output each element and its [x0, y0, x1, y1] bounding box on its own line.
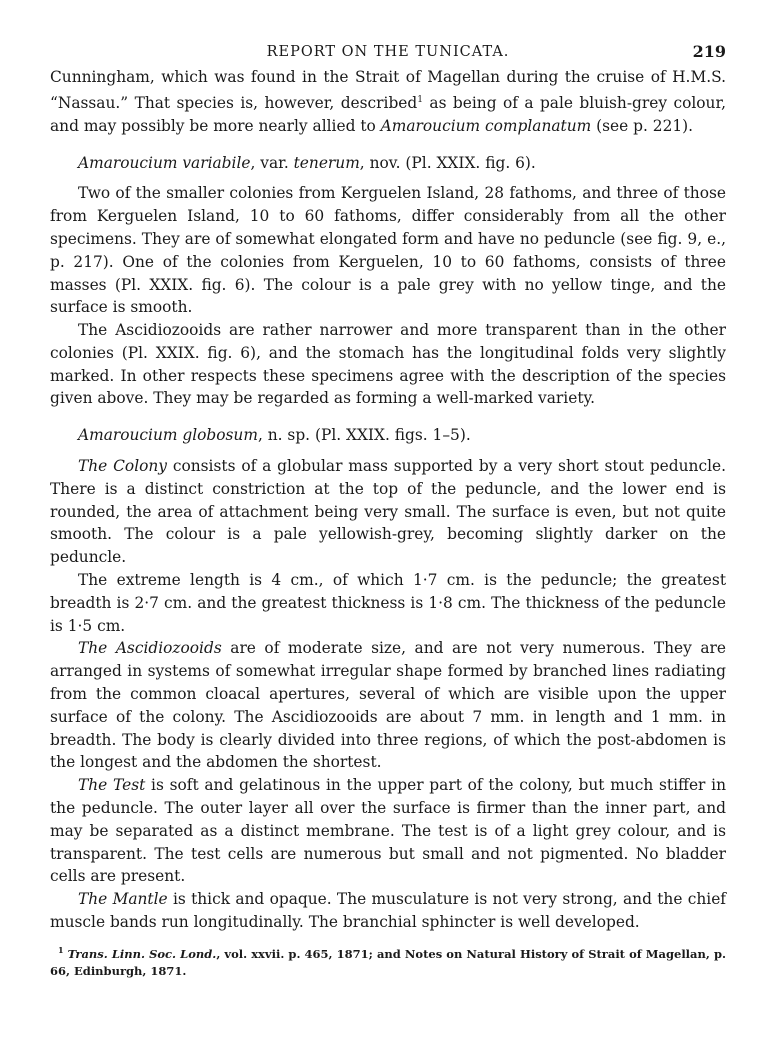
species-name: Amaroucium variabile	[78, 153, 251, 172]
page-header	[50, 40, 726, 66]
page-number: 219	[692, 42, 726, 61]
intro-text-c: (see p. 221).	[591, 116, 694, 135]
paragraph-body: is thick and opaque. The musculature is not very strong, and the chief muscle bands run longitudinally. The branchial sphincter is well developed.	[50, 890, 726, 932]
paragraph-dimensions: The extreme length is 4 cm., of which 1·7 cm. is the peduncle; the greatest breadth is 2·7 cm. and the greatest thickness is 1·8 cm. The thickness of the peduncle is 1·5 cm.	[50, 571, 726, 635]
paragraph-ascidiozooids	[50, 637, 726, 774]
section-heading-globosum	[50, 424, 726, 447]
paragraph-test	[50, 774, 726, 888]
footnote-ref: 1	[417, 94, 424, 105]
paragraph-body: are of moderate size, and are not very numerous. They are arranged in systems of somewhat irregular shape formed by branched lines radiating from the common cloacal apertures, several of which are visible upon the upper surface of the colony. The Ascidiozooids are about 7 mm. in length and 1 mm. in breadth. The body is clearly divided into three regions, of which the post-abdomen is the longest and the abdomen the shortest.	[50, 639, 726, 772]
paragraph-mantle	[50, 888, 726, 934]
paragraph-colony	[50, 455, 726, 569]
intro-text-a: Cunningham, which was found in the Strait of Magellan during the cruise of H.M.S. “Nassau.” That species is, however, described	[50, 68, 726, 112]
paragraph-lead: The Mantle	[78, 890, 168, 909]
footnote-text: , vol. xxvii. p. 465, 1871; and Notes on Natural History of Strait of Magellan, p. 66, Edinburgh, 1871.	[50, 946, 726, 978]
species-name: Amaroucium globosum	[78, 426, 258, 445]
intro-paragraph	[50, 66, 726, 138]
section-heading-rest: , n. sp. (Pl. XXIX. figs. 1–5).	[257, 426, 471, 445]
footnote-mark: 1	[58, 944, 64, 955]
variety-name: tenerum	[293, 153, 360, 172]
species-ref: Amaroucium complanatum	[380, 116, 592, 135]
section-heading-rest: , nov. (Pl. XXIX. fig. 6).	[359, 153, 536, 172]
paragraph-lead: The Test	[78, 776, 146, 795]
footnote	[50, 942, 726, 980]
var-sep: , var.	[250, 153, 294, 172]
paragraph: Two of the smaller colonies from Kerguelen Island, 28 fathoms, and three of those from Kerguelen Island, 10 to 60 fathoms, differ considerably from all the other specimens. They are of somewhat elongated form and have no peduncle (see fig. 9, e., p. 217). One of the colonies from Kerguelen, 10 to 60 fathoms, consists of three masses (Pl. XXIX. fig. 6). The colour is a pale grey with no yellow tinge, and the surface is smooth.	[50, 184, 726, 317]
section-heading-variabile	[50, 152, 726, 175]
page	[50, 40, 726, 980]
footnote-journal: Trans. Linn. Soc. Lond.	[67, 946, 217, 961]
paragraph-lead: The Colony	[78, 457, 167, 476]
paragraph-lead: The Ascidiozooids	[78, 639, 222, 658]
intro-text-b: as being of a pale bluish-grey colour, and may possibly be more nearly allied to	[50, 93, 726, 135]
paragraph-body: is soft and gelatinous in the upper part of the colony, but much stiffer in the peduncle. The outer layer all over the surface is firmer than the inner part, and may be separated as a distinct membrane. The test is of a light grey colour, and is transparent. The test cells are numerous but small and not pigmented. No bladder cells are present.	[50, 776, 726, 886]
paragraph-body: consists of a globular mass supported by a very short stout peduncle. There is a distinct constriction at the top of the peduncle, and the lower end is rounded, the area of attachment being very small. The surface is even, but not quite smooth. The colour is a pale yellowish-grey, becoming slightly darker on the peduncle.	[50, 457, 727, 567]
running-title: REPORT ON THE TUNICATA.	[266, 44, 510, 60]
paragraph: The Ascidiozooids are rather narrower and more transparent than in the other colonies (Pl. XXIX. fig. 6), and the stomach has the longitudinal folds very slightly marked. In other respects these specimens agree with the description of the species given above. They may be regarded as forming a well-marked variety.	[50, 321, 726, 408]
